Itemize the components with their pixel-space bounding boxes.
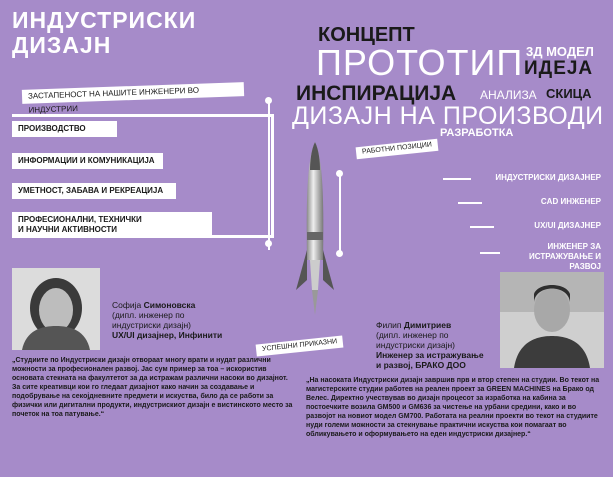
- position-connector: [458, 202, 482, 204]
- person2-last-name: Димитриев: [403, 320, 452, 330]
- word-koncept: КОНЦЕПТ: [318, 24, 415, 46]
- word-inspiracija: ИНСПИРАЦИЈА: [296, 82, 457, 105]
- word-analiza: АНАЛИЗА: [480, 88, 537, 102]
- position-rnd-line-2: ИСТРАЖУВАЊЕ И РАЗВОЈ: [529, 252, 601, 271]
- person1-last-name: Симоновска: [143, 300, 196, 310]
- divider-dot-bottom: [265, 240, 272, 247]
- positions-heading: РАБОТНИ ПОЗИЦИИ: [356, 139, 439, 160]
- position-connector: [470, 226, 494, 228]
- position-connector: [480, 252, 500, 254]
- position-ux-designer: UX/UI ДИЗАЈНЕР: [534, 221, 601, 230]
- industry-bar-label: ИНФОРМАЦИИ И КОМУНИКАЦИЈА: [18, 156, 155, 165]
- industry-bar-label: УМЕТНОСТ, ЗАБАВА И РЕКРЕАЦИЈА: [18, 186, 164, 195]
- title-line-2: ДИЗАЈН: [12, 32, 112, 58]
- rocket-illustration: [290, 140, 340, 320]
- person2-degree-1: (дипл. инженер по: [376, 330, 449, 340]
- industry-bar-label: ПРОФЕСИОНАЛНИ, ТЕХНИЧКИ: [18, 215, 142, 224]
- stories-heading: УСПЕШНИ ПРИКАЗНИ: [256, 335, 344, 356]
- person1-degree-1: (дипл. инженер по: [112, 310, 185, 320]
- position-rnd-engineer: [500, 242, 601, 272]
- person2-quote: „На насоката Индустриски дизајн завршив прв и втор степен на студии. Во текот на магистерските студии работев на реален проект за GREEN MACHINES на Брако од Велес. Директно учествував во дизајн процесот за изработка на кабина за постоечките возила GM500 и GM636 за чистење на урбани средини, како и во развојот на новиот модел GM700. Работата на реални проекти во текот на студиите нуди големи можности за стекнување практични искуства кои помагаат во обликувањето и оформувањето на еден индустриски дизајнер.“: [306, 377, 600, 438]
- word-prototip: ПРОТОТИП: [316, 42, 524, 83]
- word-razrabotka: РАЗРАБОТКА: [440, 127, 514, 139]
- word-skica: СКИЦА: [546, 86, 592, 101]
- industry-bar-manufacturing: [12, 121, 117, 137]
- page-title: [12, 8, 196, 58]
- industry-bar-arts: [12, 183, 176, 199]
- industry-bar-professional: [12, 212, 212, 238]
- position-cad-engineer: CAD ИНЖЕНЕР: [540, 197, 601, 206]
- employment-heading: ЗАСТАПЕНОСТ НА НАШИТЕ ИНЖЕНЕРИ ВО ИНДУСТРИИ: [22, 82, 244, 104]
- person1-portrait: [12, 268, 100, 350]
- divider-line: [268, 100, 270, 250]
- person2-role-2: и развој, БРАКО ДОО: [376, 360, 466, 370]
- industry-bar-ict: [12, 153, 163, 169]
- industry-bar-label: ПРОИЗВОДСТВО: [18, 124, 86, 133]
- person2-role-1: Инженер за истражување: [376, 350, 484, 360]
- word-3d-model: 3Д МОДЕЛ: [526, 44, 594, 59]
- person2-first-name: Филип: [376, 320, 404, 330]
- position-connector: [443, 178, 471, 180]
- word-dizajn-na-proizvodi: ДИЗАЈН НА ПРОИЗВОДИ: [292, 102, 604, 130]
- position-industrial-designer: ИНДУСТРИСКИ ДИЗАЈНЕР: [495, 173, 601, 182]
- person2-degree-2: индустриски дизајн): [376, 340, 455, 350]
- person1-role: UX/UI дизајнер, Инфинити: [112, 330, 223, 340]
- person1-quote: „Студиите по Индустриски дизајн отвораат многу врати и нудат различни можности за професионален развој. Јас сум пример за тоа – искористив основата стекната на факултетот за да истражам различни насоки во дизајнот. За сите креативци кои го гледаат дизајнот како начин за создавање и подобрување на секојдневните предмети и искуства, било да се работи за физички или дигитални продукти, индустрискиот дизајн е вистинското место за почеток на тоа патување.“: [12, 357, 293, 418]
- word-ideja: ИДЕЈА: [524, 58, 594, 79]
- person2-info: [376, 320, 484, 370]
- person1-first-name: Софија: [112, 300, 144, 310]
- person1-photo: [12, 268, 100, 350]
- person1-info: [112, 300, 222, 340]
- position-rnd-line-1: ИНЖЕНЕР ЗА: [547, 242, 601, 251]
- divider-dot-top: [265, 97, 272, 104]
- title-line-1: ИНДУСТРИСКИ: [12, 7, 197, 33]
- person2-photo: [500, 272, 604, 368]
- industry-bar-label-2: И НАУЧНИ АКТИВНОСТИ: [18, 225, 118, 234]
- person1-degree-2: индустриски дизајн): [112, 320, 191, 330]
- person2-portrait: [500, 272, 604, 368]
